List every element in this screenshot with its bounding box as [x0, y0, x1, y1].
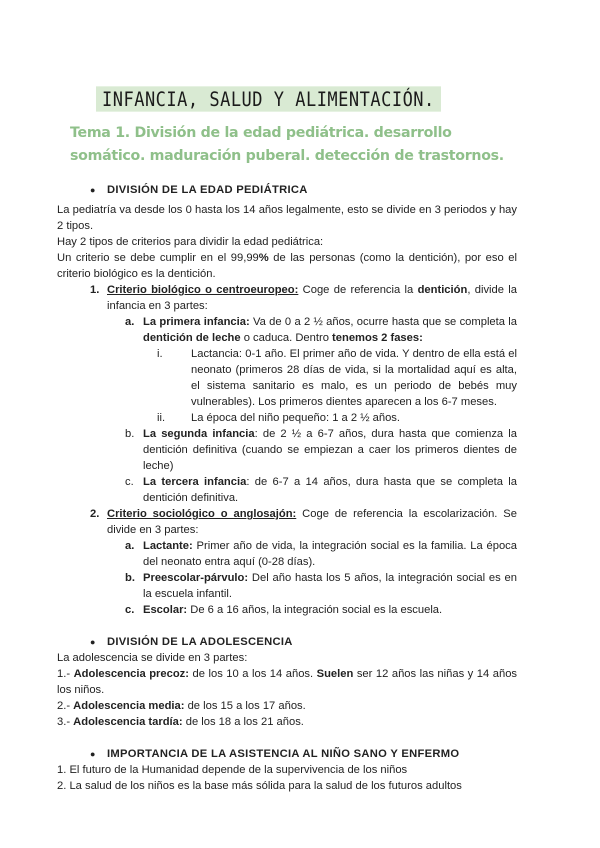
text-run: Coge de referencia la escolarización. Se divide en 3 partes:	[107, 508, 517, 536]
text-run-bold: dentición	[417, 284, 468, 296]
list-roman: i.	[157, 348, 163, 360]
topic-subtitle: Tema 1. División de la edad pediátrica. desarrollo somático. maduración puberal. detección de trastornos.	[70, 125, 504, 164]
list-text: La época del niño pequeño: 1 a 2 ½ años.	[191, 412, 401, 424]
paragraph	[57, 714, 517, 730]
text-run-bold: tenemos 2 fases:	[332, 332, 423, 344]
text-run-bold: Adolescencia precoz:	[73, 668, 190, 680]
text-run-bold: La tercera infancia	[143, 476, 247, 488]
criterion-label: Criterio sociológico o anglosajón:	[107, 508, 297, 520]
section-heading-text: DIVISIÓN DE LA EDAD PEDIÁTRICA	[107, 184, 308, 196]
list-item-primera-infancia	[57, 314, 517, 346]
text-run: : de 2 ½ a 6-7 años, dura hasta que comienza la dentición definitiva (cuando se empiezan a caer los primeros dientes de leche)	[143, 428, 517, 472]
list-item-criterio-sociologico	[57, 506, 517, 538]
bullet-icon: ●	[90, 637, 96, 647]
document-body	[57, 182, 517, 794]
paragraph: La adolescencia se divide en 3 partes:	[57, 652, 248, 664]
list-letter: b.	[125, 572, 135, 584]
section-heading-text: DIVISIÓN DE LA ADOLESCENCIA	[107, 636, 293, 648]
section-heading-asistencia	[57, 746, 517, 762]
text-run-bold: Lactante:	[143, 540, 193, 552]
bullet-icon: ●	[90, 749, 96, 759]
list-item-lactancia	[57, 346, 517, 410]
text-run: Coge de referencia la	[298, 284, 418, 296]
bullet-icon: ●	[90, 185, 96, 195]
criterion-label: Criterio biológico o centroeuropeo:	[107, 284, 299, 296]
paragraph: La pediatría va desde los 0 hasta los 14 años legalmente, esto se divide en 3 periodos y hay 2 tipos.	[57, 204, 517, 232]
list-letter: b.	[125, 428, 135, 440]
text-run: de los 18 a los 21 años.	[182, 716, 304, 728]
list-letter: a.	[125, 540, 135, 552]
text-run: o caduca. Dentro	[240, 332, 333, 344]
list-roman: ii.	[157, 412, 166, 424]
paragraph: 1. El futuro de la Humanidad depende de la supervivencia de los niños	[57, 764, 408, 776]
list-number: 1.	[90, 284, 100, 296]
text-run: Del año hasta los 5 años, la integración social es en la escuela infantil.	[143, 572, 517, 600]
text-run-bold: Adolescencia tardía:	[73, 716, 183, 728]
text-run-bold: %	[258, 252, 269, 264]
list-letter: c.	[125, 604, 135, 616]
text-run-bold: Adolescencia media:	[73, 700, 185, 712]
text-run: 1.-	[57, 668, 74, 680]
list-letter: c.	[125, 476, 134, 488]
list-text: Lactancia: 0-1 año. El primer año de vida. Y dentro de ella está el neonato (primeros 28 días de vida, si la mortalidad aquí es alta, el sistema sanitario es malo, es un periodo de bebés muy vulnerables). Los primeros dientes aparecen a los 6-7 meses.	[191, 348, 517, 408]
text-run: Va de 0 a 2 ½ años, ocurre hasta que se completa la	[249, 316, 517, 328]
list-letter: a.	[125, 316, 135, 328]
paragraph	[57, 250, 517, 282]
list-item-preescolar	[57, 570, 517, 602]
list-item-tercera-infancia	[57, 474, 517, 506]
list-item-criterio-biologico	[57, 282, 517, 314]
text-run: de las personas (como la dentición), por eso el criterio biológico es la dentición.	[57, 252, 517, 280]
text-run: , divide la infancia en 3 partes:	[107, 284, 517, 312]
text-run-bold: La primera infancia:	[143, 316, 250, 328]
list-item-escolar	[57, 602, 517, 618]
text-run-bold: La segunda infancia	[143, 428, 255, 440]
paragraph: Hay 2 tipos de criterios para dividir la edad pediátrica:	[57, 236, 324, 248]
list-item-nino-pequeno	[57, 410, 517, 426]
text-run-bold: Escolar:	[143, 604, 188, 616]
text-run: ser 12 años las niñas y 14 años los niños.	[57, 668, 518, 696]
section-heading-edad-pediatrica	[57, 182, 517, 198]
list-item-segunda-infancia	[57, 426, 517, 474]
paragraph	[57, 666, 517, 698]
list-item-lactante	[57, 538, 517, 570]
text-run: de los 15 a los 17 años.	[184, 700, 306, 712]
text-run: Un criterio se debe cumplir en el 99,99	[57, 252, 259, 264]
text-run-bold: Suelen	[316, 668, 354, 680]
text-run: De 6 a 16 años, la integración social es la escuela.	[187, 604, 443, 616]
text-run: : de 6-7 a 14 años, dura hasta que se completa la dentición definitiva.	[143, 476, 517, 504]
text-run-bold: Preescolar-párvulo:	[143, 572, 249, 584]
text-run: de los 10 a los 14 años.	[189, 668, 317, 680]
paragraph	[57, 698, 517, 714]
text-run-bold: dentición de leche	[143, 332, 241, 344]
list-number: 2.	[90, 508, 100, 520]
text-run: Primer año de vida, la integración social es la familia. La época del neonato entra aquí (0-28 días).	[143, 540, 517, 568]
text-run: 2.-	[57, 700, 74, 712]
section-heading-text: IMPORTANCIA DE LA ASISTENCIA AL NIÑO SANO Y ENFERMO	[107, 748, 460, 760]
paragraph: 2. La salud de los niños es la base más sólida para la salud de los futuros adultos	[57, 780, 462, 792]
text-run: 3.-	[57, 716, 74, 728]
document-title: INFANCIA, SALUD Y ALIMENTACIÓN.	[96, 86, 441, 111]
title-highlight	[96, 88, 441, 110]
section-heading-adolescencia	[57, 634, 517, 650]
